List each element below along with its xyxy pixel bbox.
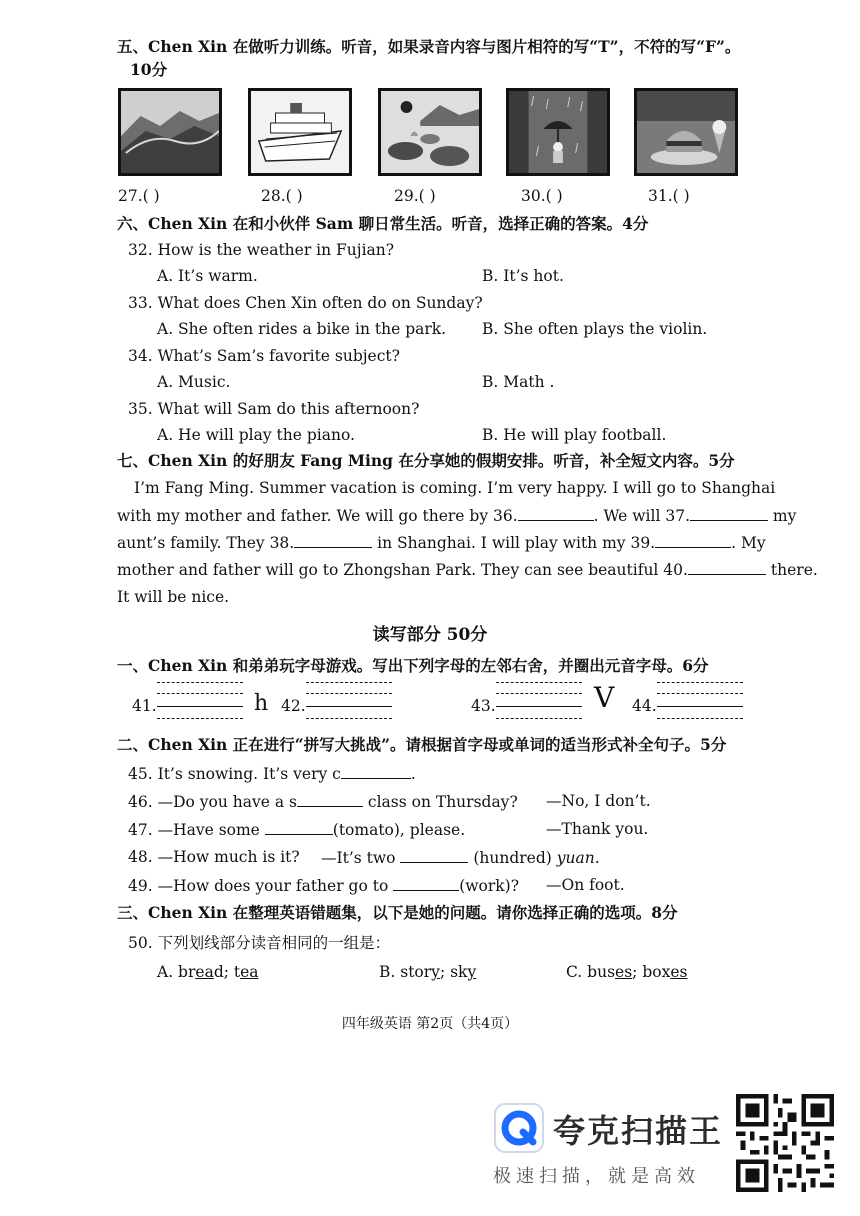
writing-lines-42[interactable] [306, 680, 392, 720]
question-text: 49. —How does your father go to [128, 877, 394, 895]
question-45 [128, 763, 416, 784]
question-text: 47. —Have some [128, 821, 265, 839]
option-34a[interactable]: A. Music. [157, 373, 231, 391]
rw-section2-heading: 二、Chen Xin 正在进行“拼写大挑战”。请根据首字母或单词的适当形式补全句子。5分 [117, 735, 727, 754]
reply-47: —Thank you. [546, 820, 649, 838]
option-34b[interactable]: B. Math . [482, 373, 555, 391]
passage-line-5: It will be nice. [117, 588, 230, 606]
qr-code-icon [736, 1094, 834, 1192]
reading-writing-title: 读写部分 50分 [372, 625, 488, 645]
underlined-part: ea [240, 963, 259, 981]
underlined-part: y [431, 963, 440, 981]
blank-36[interactable] [518, 505, 594, 521]
option-text: d; t [213, 963, 241, 981]
question-35: 35. What will Sam do this afternoon? [128, 400, 420, 418]
section5-heading: 五、Chen Xin 在做听力训练。听音，如果录音内容与图片相符的写“T”，不符的写“F”。 [117, 37, 741, 56]
question-46 [128, 791, 518, 812]
passage-text: my [768, 507, 797, 525]
question-49 [128, 875, 519, 896]
question-48 [128, 847, 300, 867]
blank-48[interactable] [400, 847, 468, 863]
passage-line-3 [117, 532, 766, 553]
answer-28[interactable]: 28.( ) [261, 187, 303, 205]
question-text: class on Thursday? [362, 793, 518, 811]
blank-46[interactable] [297, 791, 363, 807]
question-33: 33. What does Chen Xin often do on Sunday? [128, 294, 483, 312]
great-wall-picture [118, 88, 222, 176]
blank-45[interactable] [341, 763, 411, 779]
question-text: 45. It’s snowing. It’s very c [128, 765, 341, 783]
question-text: 46. —Do you have a s [128, 793, 297, 811]
rw-section3-heading: 三、Chen Xin 在整理英语错题集，以下是她的问题。请你选择正确的选项。8分 [117, 903, 678, 922]
answer-30[interactable]: 30.( ) [521, 187, 563, 205]
underlined-part: es [615, 963, 633, 981]
option-35b[interactable]: B. He will play football. [482, 426, 667, 444]
option-32b[interactable]: B. It’s hot. [482, 267, 564, 285]
question-47 [128, 819, 465, 840]
option-50c[interactable] [566, 962, 687, 982]
question-34: 34. What’s Sam’s favorite subject? [128, 347, 400, 365]
reply-46: —No, I don’t. [546, 792, 651, 810]
option-text: ; box [632, 963, 671, 981]
option-text: B. stor [379, 963, 432, 981]
question-text: —It’s two [321, 849, 401, 867]
rw-section1-heading: 一、Chen Xin 和弟弟玩字母游戏。写出下列字母的左邻右舍，并圈出元音字母。6分 [117, 656, 709, 675]
label-43: 43. [471, 697, 496, 715]
blank-40[interactable] [688, 559, 766, 575]
quark-logo-icon [493, 1102, 545, 1154]
passage-text: . We will 37. [593, 507, 690, 525]
question-text: 48. —How much is it? [128, 848, 300, 866]
reply-49: —On foot. [546, 876, 625, 894]
letter-v: V [594, 681, 615, 714]
underlined-part: es [670, 963, 688, 981]
passage-text: . My [731, 534, 766, 552]
scanner-watermark [493, 1098, 723, 1188]
label-44: 44. [632, 697, 657, 715]
section5-points: 10分 [130, 60, 168, 79]
option-text: C. bus [566, 963, 616, 981]
rain-umbrella-picture [506, 88, 610, 176]
option-50a[interactable] [157, 962, 259, 982]
question-text: (tomato), please. [332, 821, 466, 839]
passage-text: there. [765, 561, 818, 579]
option-32a[interactable]: A. It’s warm. [157, 267, 258, 285]
option-text: A. br [157, 963, 196, 981]
answer-31[interactable]: 31.( ) [648, 187, 690, 205]
lotus-pond-picture [378, 88, 482, 176]
question-text: . [410, 765, 416, 783]
passage-line-2 [117, 505, 796, 526]
section7-heading: 七、Chen Xin 的好朋友 Fang Ming 在分享她的假期安排。听音，补全短文内容。5分 [117, 451, 735, 470]
writing-lines-41[interactable] [157, 680, 243, 720]
passage-line-1: I’m Fang Ming. Summer vacation is coming. I’m very happy. I will go to Shanghai [134, 479, 776, 497]
letter-h: h [254, 691, 269, 716]
question-text: (work)? [459, 877, 520, 895]
section6-heading: 六、Chen Xin 在和小伙伴 Sam 聊日常生活。听音，选择正确的答案。4分 [117, 214, 649, 233]
option-33b[interactable]: B. She often plays the violin. [482, 320, 708, 338]
answer-29[interactable]: 29.( ) [394, 187, 436, 205]
question-text: (hundred) [468, 849, 557, 867]
label-42: 42. [281, 697, 306, 715]
answer-27[interactable]: 27.( ) [118, 187, 160, 205]
underlined-part: ea [195, 963, 214, 981]
question-text: . [594, 849, 600, 867]
blank-39[interactable] [655, 532, 731, 548]
passage-line-4 [117, 559, 818, 580]
writing-lines-44[interactable] [657, 680, 743, 720]
blank-49[interactable] [393, 875, 459, 891]
blank-47[interactable] [265, 819, 333, 835]
cruise-ship-picture [248, 88, 352, 176]
page-footer: 四年级英语 第2页（共4页） [341, 1016, 519, 1032]
writing-lines-43[interactable] [496, 680, 582, 720]
watermark-title: 夸克扫描王 [553, 1112, 724, 1150]
option-text: ; sk [439, 963, 468, 981]
option-50b[interactable] [379, 962, 476, 982]
option-35a[interactable]: A. He will play the piano. [157, 426, 355, 444]
underlined-part: y [467, 963, 477, 981]
option-33a[interactable]: A. She often rides a bike in the park. [157, 320, 447, 338]
passage-text: with my mother and father. We will go there by 36. [117, 507, 518, 525]
yuan-word: yuan [556, 849, 595, 867]
blank-38[interactable] [294, 532, 372, 548]
passage-text: mother and father will go to Zhongshan Park. They can see beautiful 40. [117, 561, 688, 579]
passage-text: aunt’s family. They 38. [117, 534, 295, 552]
passage-text: in Shanghai. I will play with my 39. [372, 534, 656, 552]
blank-37[interactable] [690, 505, 768, 521]
question-48-reply [321, 847, 600, 868]
hamburger-icecream-picture [634, 88, 738, 176]
watermark-subtitle: 极速扫描，就是高效 [493, 1166, 700, 1187]
question-32: 32. How is the weather in Fujian? [128, 241, 395, 259]
label-41: 41. [132, 697, 157, 715]
question-50: 50. 下列划线部分读音相同的一组是： [128, 934, 391, 952]
